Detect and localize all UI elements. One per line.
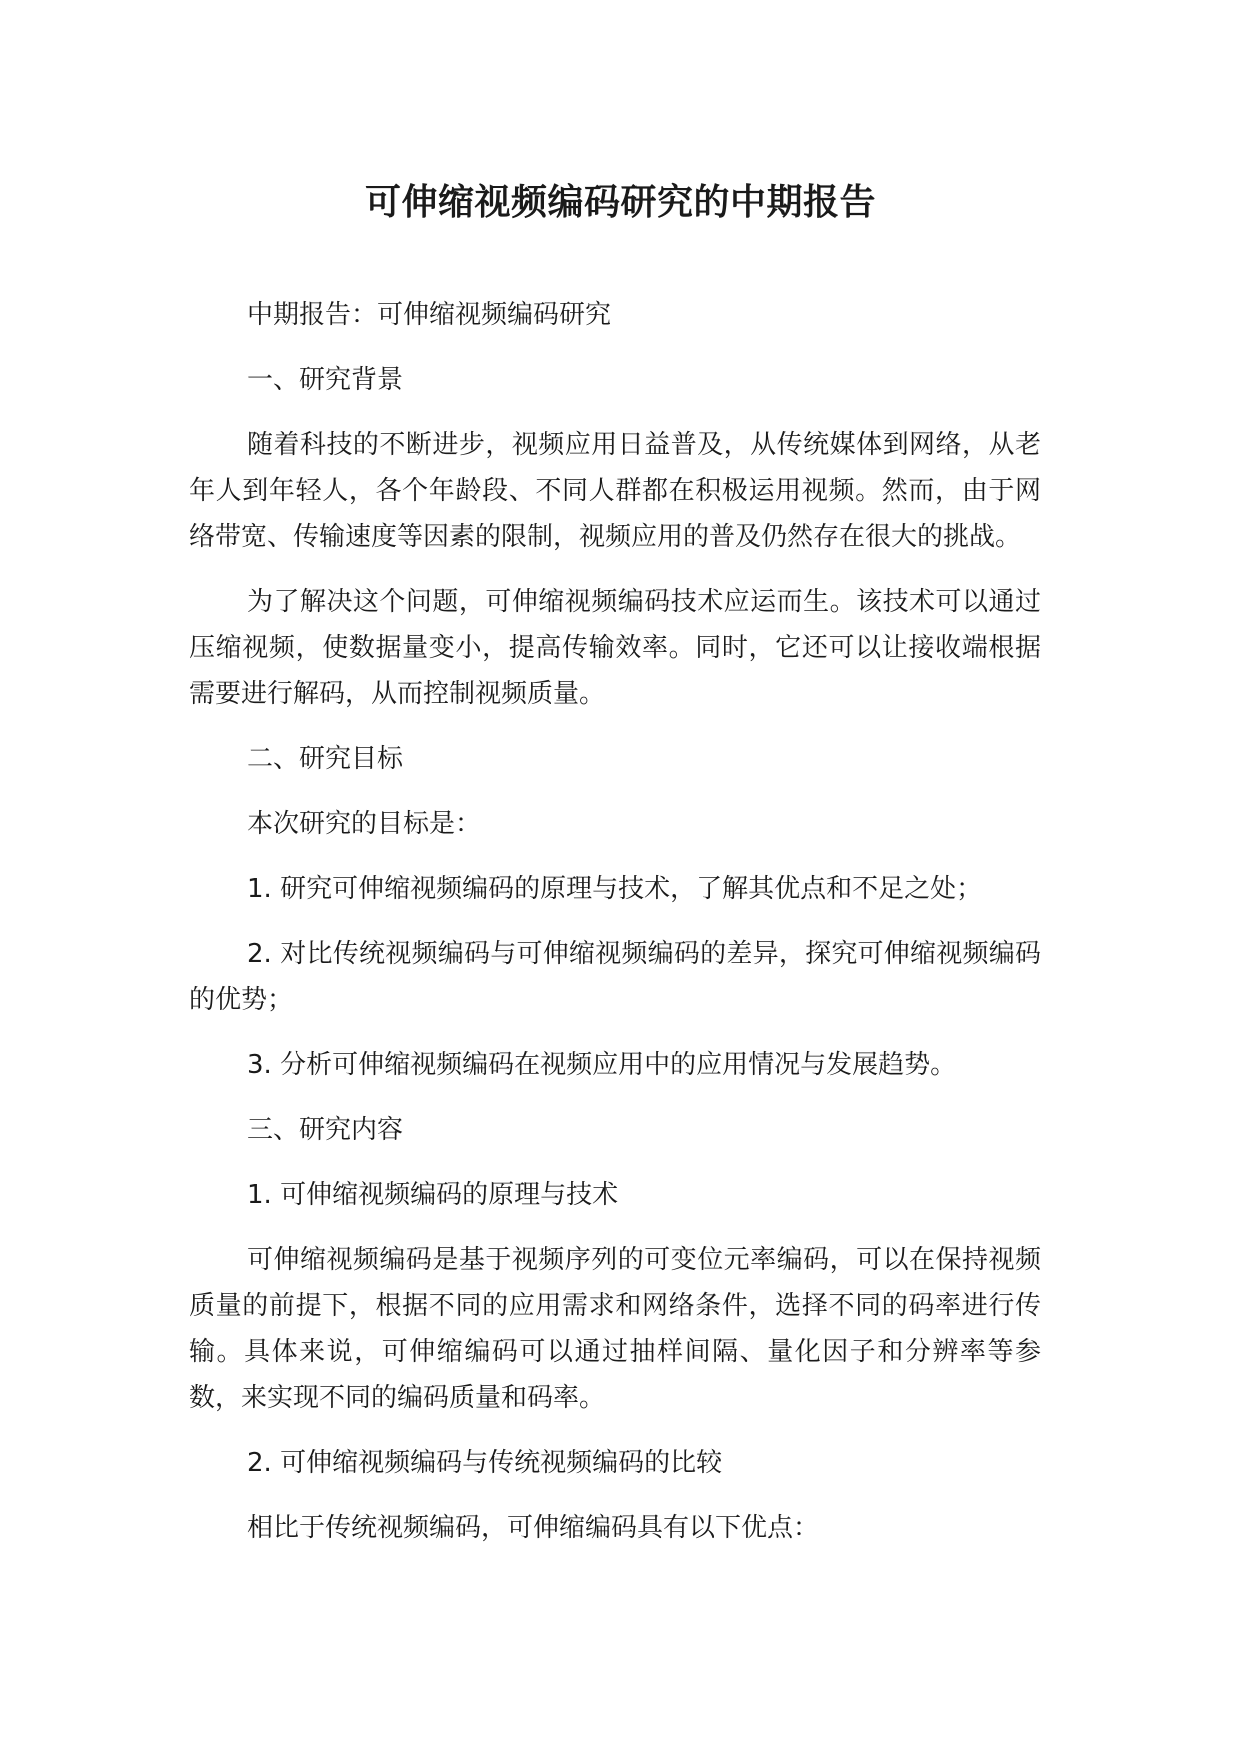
subsection-heading-principles: 1. 可伸缩视频编码的原理与技术 [247, 1180, 619, 1210]
section-heading-goals: 二、研究目标 [247, 744, 404, 774]
paragraph-background-1: 随着科技的不断进步，视频应用日益普及，从传统媒体到网络，从老年人到年轻人，各个年龄段、不同人群都在积极运用视频。然而，由于网络带宽、传输速度等因素的限制，视频应用的普及仍然存在很大的挑战。 [189, 430, 1041, 552]
subsection-heading-comparison: 2. 可伸缩视频编码与传统视频编码的比较 [247, 1448, 723, 1478]
list-item-goal-2: 2. 对比传统视频编码与可伸缩视频编码的差异，探究可伸缩视频编码的优势； [189, 939, 1041, 1015]
paragraph-comparison-intro: 相比于传统视频编码，可伸缩编码具有以下优点： [247, 1513, 820, 1543]
list-item-goal-1: 1. 研究可伸缩视频编码的原理与技术，了解其优点和不足之处； [247, 874, 983, 904]
paragraph-background-2: 为了解决这个问题，可伸缩视频编码技术应运而生。该技术可以通过压缩视频，使数据量变小，提高传输效率。同时，它还可以让接收端根据需要进行解码，从而控制视频质量。 [189, 587, 1041, 709]
document-title: 可伸缩视频编码研究的中期报告 [364, 182, 876, 223]
section-heading-content: 三、研究内容 [247, 1115, 404, 1145]
paragraph-goals-intro: 本次研究的目标是： [247, 809, 482, 839]
list-item-goal-3: 3. 分析可伸缩视频编码在视频应用中的应用情况与发展趋势。 [247, 1050, 957, 1080]
section-heading-background: 一、研究背景 [247, 365, 404, 395]
document-body [189, 292, 1041, 1570]
paragraph-principles: 可伸缩视频编码是基于视频序列的可变位元率编码，可以在保持视频质量的前提下，根据不同的应用需求和网络条件，选择不同的码率进行传输。具体来说，可伸缩编码可以通过抽样间隔、量化因子和分辨率等参数，来实现不同的编码质量和码率。 [189, 1245, 1041, 1413]
paragraph-report-heading: 中期报告：可伸缩视频编码研究 [247, 300, 612, 330]
